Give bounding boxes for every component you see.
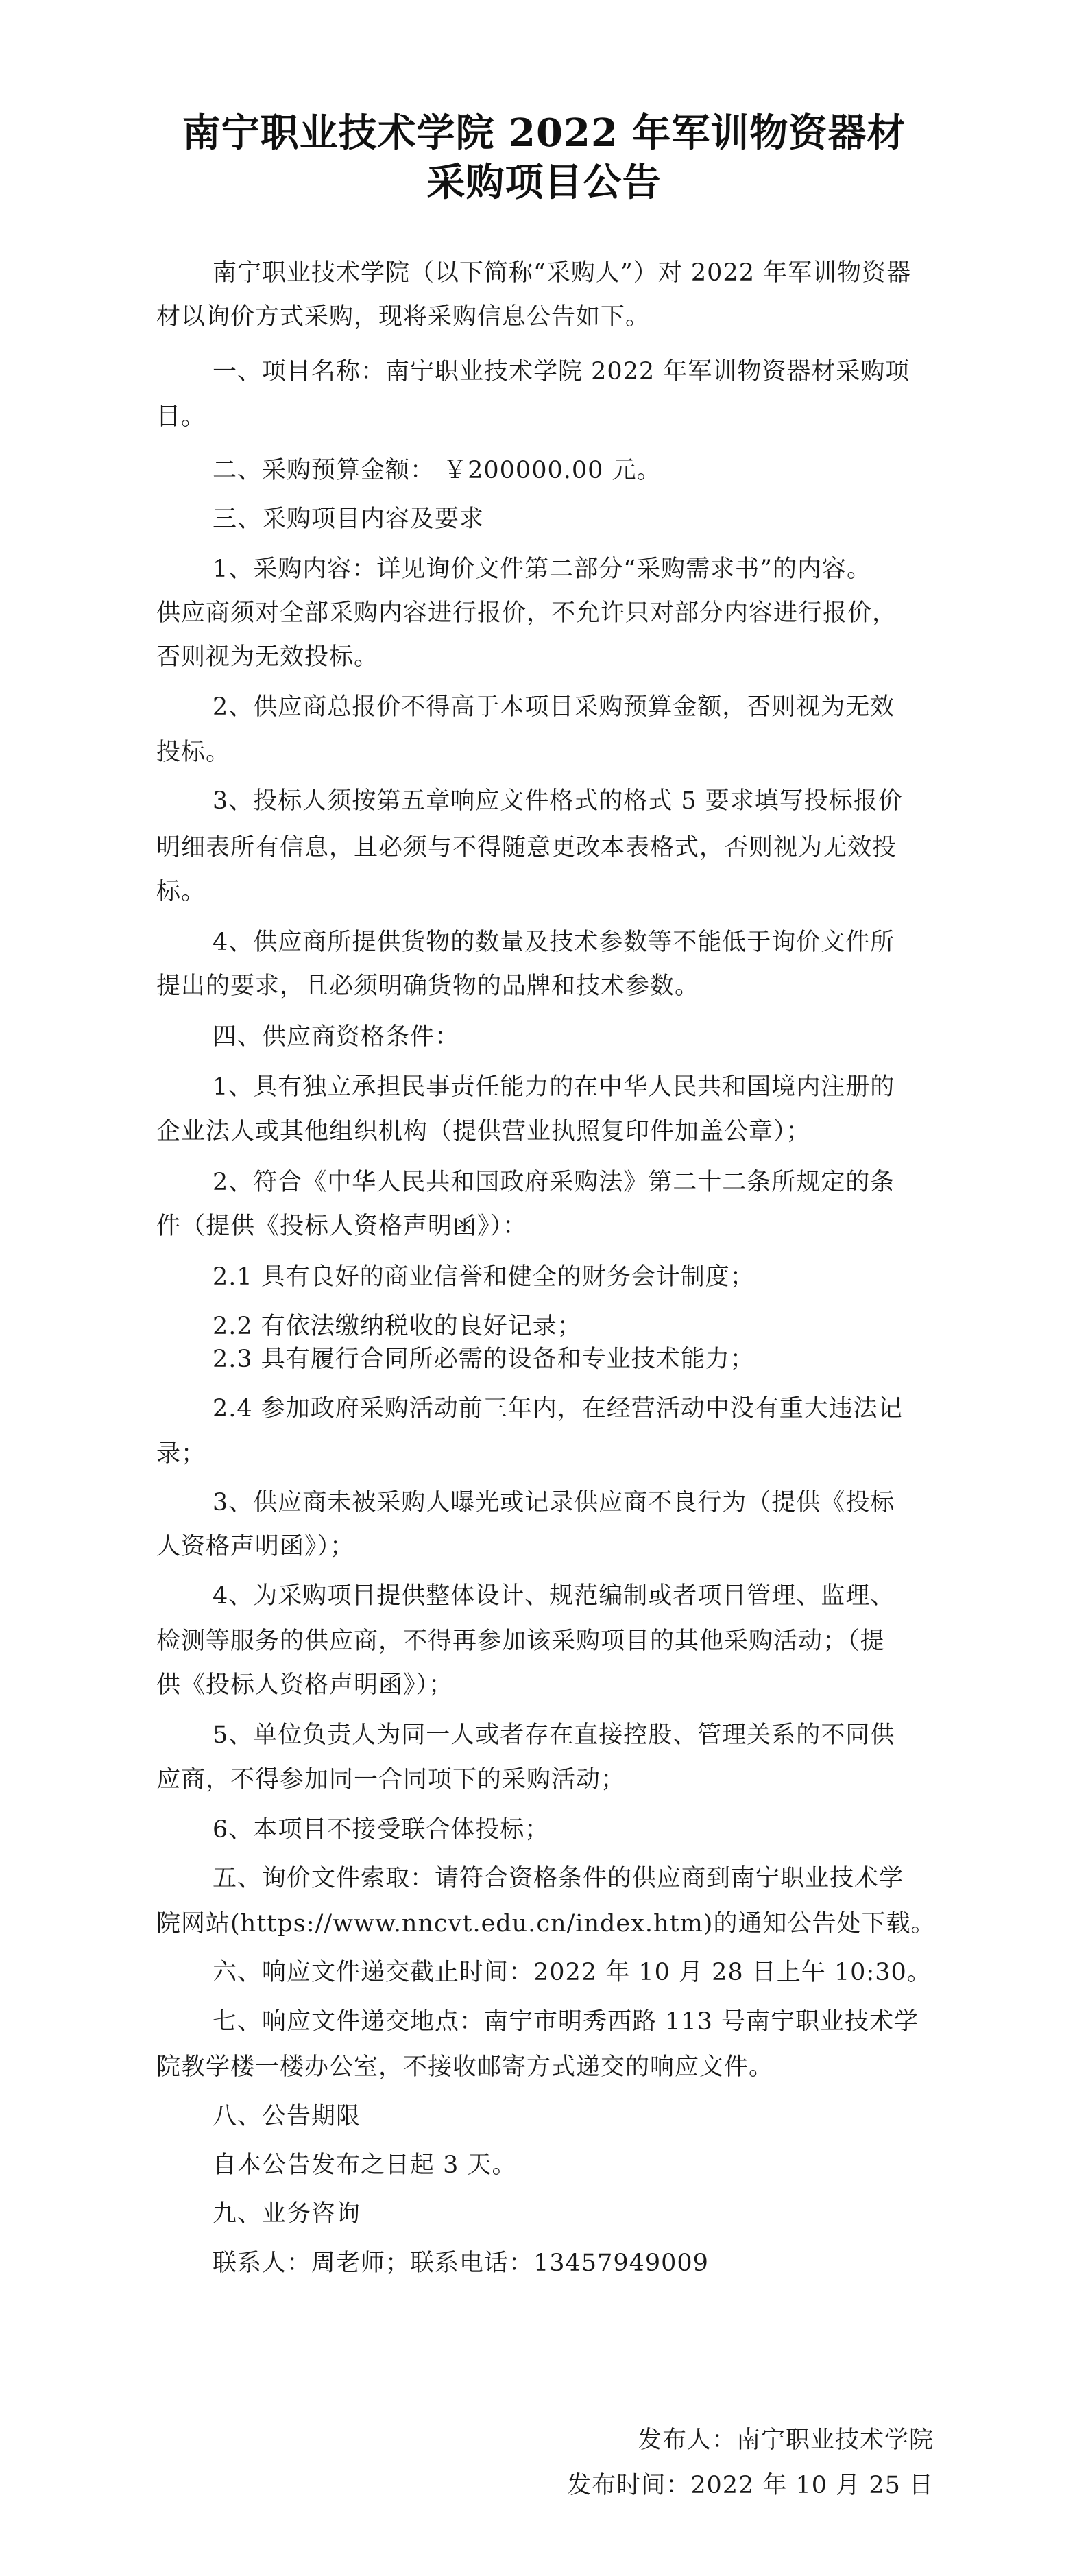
body-line: 2、供应商总报价不得高于本项目采购预算金额，否则视为无效 [213, 693, 895, 721]
body-line: 七、响应文件递交地点：南宁市明秀西路 113 号南宁职业技术学 [213, 2008, 919, 2036]
body-line: 南宁职业技术学院（以下简称“采购人”）对 2022 年军训物资器 [213, 259, 912, 287]
body-line: 人资格声明函》）； [156, 1533, 355, 1560]
body-line: 五、询价文件索取：请符合资格条件的供应商到南宁职业技术学 [213, 1865, 904, 1892]
body-line: 九、业务咨询 [213, 2200, 361, 2228]
body-line: 1、具有独立承担民事责任能力的在中华人民共和国境内注册的 [213, 1073, 895, 1101]
body-line: 应商，不得参加同一合同项下的采购活动； [156, 1766, 626, 1793]
body-line: 四、供应商资格条件： [213, 1023, 460, 1051]
body-line: 二、采购预算金额： ￥200000.00 元。 [213, 457, 662, 484]
body-line: 2.4 参加政府采购活动前三年内，在经营活动中没有重大违法记 [213, 1395, 903, 1422]
body-line: 提出的要求，且必须明确货物的品牌和技术参数。 [156, 973, 700, 1000]
body-line: 5、单位负责人为同一人或者存在直接控股、管理关系的不同供 [213, 1721, 895, 1749]
body-line: 标。 [156, 878, 206, 905]
body-line: 检测等服务的供应商，不得再参加该采购项目的其他采购活动；（提 [156, 1627, 885, 1655]
body-line: 6、本项目不接受联合体投标； [213, 1816, 550, 1844]
body-line: 件（提供《投标人资格声明函》）： [156, 1213, 528, 1240]
publisher: 发布人：南宁职业技术学院 [637, 2426, 934, 2454]
body-line: 六、响应文件递交截止时间：2022 年 10 月 28 日上午 10:30。 [213, 1959, 932, 1986]
body-line: 2.2 有依法缴纳税收的良好记录； [213, 1313, 582, 1340]
body-line: 自本公告发布之日起 3 天。 [213, 2151, 517, 2179]
body-line: 4、为采购项目提供整体设计、规范编制或者项目管理、监理、 [213, 1582, 895, 1610]
body-line: 明细表所有信息，且必须与不得随意更改本表格式，否则视为无效投 [156, 834, 897, 861]
body-line: 1、采购内容：详见询价文件第二部分“采购需求书”的内容。 [213, 556, 872, 583]
body-line: 联系人：周老师；联系电话：13457949009 [213, 2250, 709, 2277]
body-line: 2、符合《中华人民共和国政府采购法》第二十二条所规定的条 [213, 1169, 895, 1196]
body-line: 一、项目名称：南宁职业技术学院 2022 年军训物资器材采购项 [213, 358, 910, 385]
body-line: 企业法人或其他组织机构（提供营业执照复印件加盖公章）； [156, 1118, 811, 1145]
body-line: 供《投标人资格声明函》）； [156, 1671, 454, 1699]
body-line: 材以询价方式采购，现将采购信息公告如下。 [156, 303, 651, 331]
body-line: 2.3 具有履行合同所必需的设备和专业技术能力； [213, 1346, 755, 1373]
body-line: 2.1 具有良好的商业信誉和健全的财务会计制度； [213, 1263, 755, 1291]
body-line: 3、投标人须按第五章响应文件格式的格式 5 要求填写投标报价 [213, 787, 903, 815]
body-line: 供应商须对全部采购内容进行报价，不允许只对部分内容进行报价， [156, 599, 897, 627]
body-line: 八、公告期限 [213, 2103, 361, 2130]
body-line: 投标。 [156, 739, 231, 766]
title-line-2: 采购项目公告 [426, 160, 662, 205]
body-line: 院网站(https://www.nncvt.edu.cn/index.htm)的通知公告处下载。 [156, 1910, 936, 1937]
body-line: 否则视为无效投标。 [156, 643, 379, 671]
publish-time: 发布时间：2022 年 10 月 25 日 [567, 2472, 934, 2499]
title-line-1: 南宁职业技术学院 2022 年军训物资器材 [182, 110, 906, 156]
body-line: 院教学楼一楼办公室，不接收邮寄方式递交的响应文件。 [156, 2053, 774, 2081]
body-line: 三、采购项目内容及要求 [213, 505, 485, 533]
body-line: 3、供应商未被采购人曝光或记录供应商不良行为（提供《投标 [213, 1489, 895, 1516]
body-line: 录； [156, 1440, 206, 1468]
body-line: 4、供应商所提供货物的数量及技术参数等不能低于询价文件所 [213, 929, 895, 956]
body-line: 目。 [156, 403, 206, 431]
